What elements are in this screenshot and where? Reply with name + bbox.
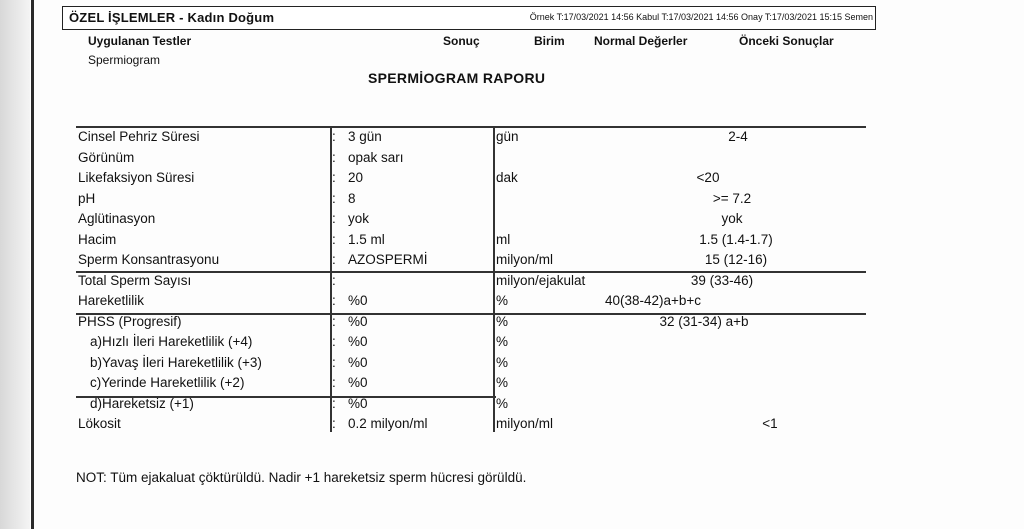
- row-separator: :: [332, 416, 336, 431]
- row-unit: %: [496, 354, 509, 370]
- row-label: Cinsel Pehriz Süresi: [78, 129, 200, 144]
- row-value: 1.5 ml: [348, 231, 385, 247]
- table-row: [76, 373, 866, 393]
- row-normal-value: 2-4: [728, 129, 748, 144]
- row-normal-value: <1: [762, 416, 778, 431]
- column-header-unit: Birim: [534, 34, 565, 48]
- report-title: SPERMİOGRAM RAPORU: [368, 70, 546, 86]
- row-unit: gün: [496, 129, 519, 144]
- row-value: 20: [348, 170, 364, 185]
- row-separator: :: [332, 149, 336, 165]
- row-normal-value: 39 (33-46): [690, 272, 754, 288]
- table-row: [76, 209, 866, 229]
- row-unit: %: [496, 293, 509, 308]
- row-separator: :: [332, 375, 336, 390]
- row-value: %0: [348, 293, 368, 308]
- row-label: Likefaksiyon Süresi: [78, 170, 195, 185]
- row-normal-value: >= 7.2: [712, 190, 752, 206]
- page-edge-shadow: [0, 0, 30, 529]
- row-unit: milyon/ejakulat: [496, 272, 586, 288]
- row-normal-value: 15 (12-16): [704, 252, 768, 267]
- row-separator: :: [332, 170, 336, 185]
- row-value: yok: [348, 211, 370, 226]
- row-separator: :: [332, 395, 336, 411]
- table-row: [76, 353, 866, 373]
- table-row: [76, 230, 866, 250]
- header-timestamps: Örnek T:17/03/2021 14:56 Kabul T:17/03/2021 14:56 Onay T:17/03/2021 15:15 Semen: [529, 12, 873, 22]
- row-label: a)Hızlı İleri Hareketlilik (+4): [90, 334, 253, 349]
- table-row: [76, 291, 866, 311]
- row-label: Lökosit: [78, 416, 121, 431]
- row-unit: %: [496, 395, 509, 411]
- page-border-line: [31, 0, 34, 529]
- sub-test-name: Spermiogram: [88, 53, 161, 67]
- row-label: Total Sperm Sayısı: [78, 272, 192, 288]
- row-label: c)Yerinde Hareketlilik (+2): [90, 375, 245, 390]
- table-row: [76, 148, 866, 168]
- row-unit: milyon/ml: [496, 252, 554, 267]
- column-header-normal: Normal Değerler: [594, 34, 688, 48]
- row-value: %0: [348, 313, 368, 329]
- row-value: %0: [348, 395, 368, 411]
- table-row: [76, 332, 866, 352]
- row-separator: :: [332, 129, 336, 144]
- row-separator: :: [332, 211, 336, 226]
- row-value: 8: [348, 190, 356, 206]
- row-label: Hareketlilik: [78, 293, 145, 308]
- table-row: [76, 414, 866, 434]
- row-label: Sperm Konsantrasyonu: [78, 252, 220, 267]
- row-value: %0: [348, 334, 368, 349]
- column-header-result: Sonuç: [443, 34, 480, 48]
- header-title: ÖZEL İŞLEMLER - Kadın Doğum: [69, 10, 275, 25]
- row-label: b)Yavaş İleri Hareketlilik (+3): [90, 354, 262, 370]
- row-separator: :: [332, 354, 336, 370]
- table-row: [76, 189, 866, 209]
- row-value: %0: [348, 375, 368, 390]
- row-value: opak sarı: [348, 149, 404, 165]
- report-header: [62, 6, 876, 30]
- row-label: Aglütinasyon: [78, 211, 156, 226]
- row-label: PHSS (Progresif): [78, 313, 182, 329]
- row-value: %0: [348, 354, 368, 370]
- row-unit: %: [496, 375, 509, 390]
- row-value: 3 gün: [348, 129, 382, 144]
- report-note: NOT: Tüm ejakaluat çöktürüldü. Nadir +1 hareketsiz sperm hücresi görüldü.: [76, 470, 527, 485]
- row-unit: milyon/ml: [496, 416, 554, 431]
- row-normal-value: yok: [721, 211, 743, 226]
- row-unit: dak: [496, 170, 518, 185]
- row-value: 0.2 milyon/ml: [348, 416, 428, 431]
- column-header-tests: Uygulanan Testler: [88, 34, 192, 48]
- table-row: [76, 271, 866, 291]
- row-label: d)Hareketsiz (+1): [90, 395, 194, 411]
- row-separator: :: [332, 334, 336, 349]
- row-normal-value: 32 (31-34) a+b: [659, 313, 749, 329]
- row-separator: :: [332, 190, 336, 206]
- table-row: [76, 168, 866, 188]
- row-unit: %: [496, 313, 509, 329]
- row-separator: :: [332, 252, 336, 267]
- table-row: [76, 312, 866, 332]
- row-label: Hacim: [78, 231, 117, 247]
- table-row: [76, 250, 866, 270]
- row-separator: :: [332, 293, 336, 308]
- row-unit: %: [496, 334, 509, 349]
- row-separator: :: [332, 231, 336, 247]
- row-value: AZOSPERMİ: [348, 252, 428, 267]
- spermiogram-table: [76, 126, 866, 432]
- row-unit: ml: [496, 231, 511, 247]
- row-normal-value: <20: [696, 170, 720, 185]
- column-header-previous: Önceki Sonuçlar: [739, 34, 834, 48]
- row-label: Görünüm: [78, 149, 135, 165]
- row-normal-value: 1.5 (1.4-1.7): [699, 231, 773, 247]
- table-row: [76, 394, 866, 414]
- table-row: [76, 127, 866, 147]
- row-label: pH: [78, 190, 96, 206]
- row-normal-value: 40(38-42)a+b+c: [604, 293, 702, 308]
- row-separator: :: [332, 272, 336, 288]
- row-separator: :: [332, 313, 336, 329]
